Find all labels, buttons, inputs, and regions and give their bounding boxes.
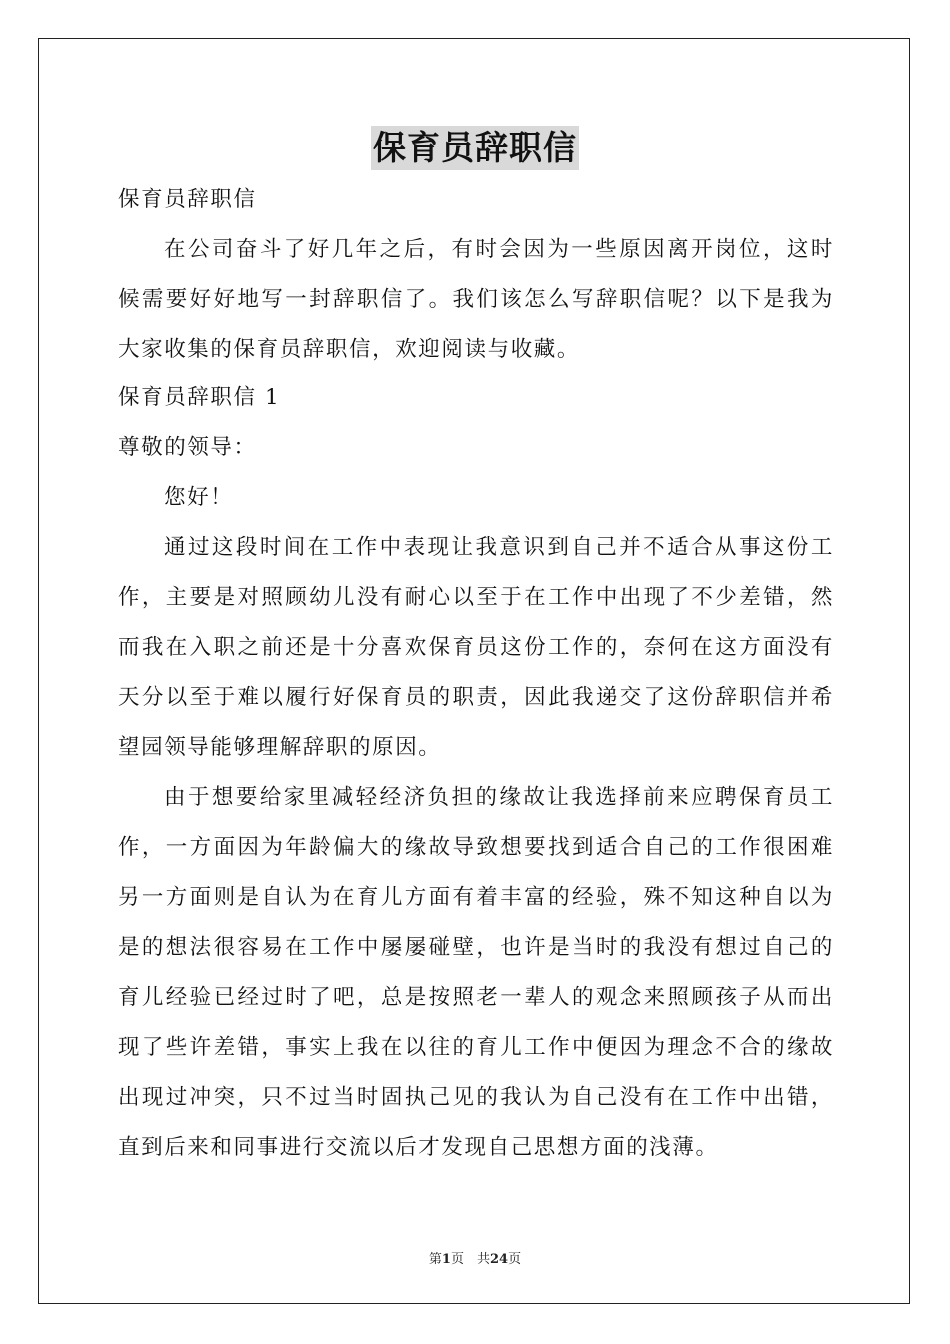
paragraph-line: 在公司奋斗了好几年之后，有时会因为一些原因离开岗位，这时 <box>164 237 834 262</box>
paragraph-line: 出现过冲突，只不过当时固执己见的我认为自己没有在工作中出错， <box>118 1085 834 1110</box>
paragraph-line: 候需要好好地写一封辞职信了。我们该怎么写辞职信呢？以下是我为 <box>118 287 834 312</box>
page-suffix: 页 <box>508 1252 522 1267</box>
title-container <box>0 126 950 170</box>
page-footer <box>0 1248 950 1267</box>
section-heading: 保育员辞职信 <box>118 187 257 212</box>
paragraph-line: 作，主要是对照顾幼儿没有耐心以至于在工作中出现了不少差错，然 <box>118 585 834 610</box>
paragraph-line: 育儿经验已经过时了吧，总是按照老一辈人的观念来照顾孩子从而出 <box>118 985 834 1010</box>
paragraph-line: 现了些许差错，事实上我在以往的育儿工作中便因为理念不合的缘故 <box>118 1035 834 1060</box>
page-prefix: 第 <box>428 1252 442 1267</box>
letter-heading: 保育员辞职信 1 <box>118 385 281 410</box>
greeting: 您好！ <box>164 485 234 510</box>
paragraph-line: 天分以至于难以履行好保育员的职责，因此我递交了这份辞职信并希 <box>118 685 834 710</box>
paragraph-line: 而我在入职之前还是十分喜欢保育员这份工作的，奈何在这方面没有 <box>118 635 834 660</box>
paragraph-line: 通过这段时间在工作中表现让我意识到自己并不适合从事这份工 <box>164 535 834 560</box>
paragraph-line: 直到后来和同事进行交流以后才发现自己思想方面的浅薄。 <box>118 1135 719 1160</box>
current-page-number: 1 <box>441 1252 451 1267</box>
paragraph-line: 由于想要给家里减轻经济负担的缘故让我选择前来应聘保育员工 <box>164 785 834 810</box>
page-mid: 页 共 <box>450 1252 490 1267</box>
total-pages-number: 24 <box>489 1252 509 1267</box>
paragraph-line: 大家收集的保育员辞职信，欢迎阅读与收藏。 <box>118 337 581 362</box>
paragraph-line: 是的想法很容易在工作中屡屡碰壁，也许是当时的我没有想过自己的 <box>118 935 834 960</box>
document-title: 保育员辞职信 <box>371 126 579 170</box>
salutation: 尊敬的领导： <box>118 435 257 460</box>
paragraph-line: 作，一方面因为年龄偏大的缘故导致想要找到适合自己的工作很困难 <box>118 835 834 860</box>
paragraph-line: 望园领导能够理解辞职的原因。 <box>118 735 442 760</box>
paragraph-line: 另一方面则是自认为在育儿方面有着丰富的经验，殊不知这种自以为 <box>118 885 834 910</box>
